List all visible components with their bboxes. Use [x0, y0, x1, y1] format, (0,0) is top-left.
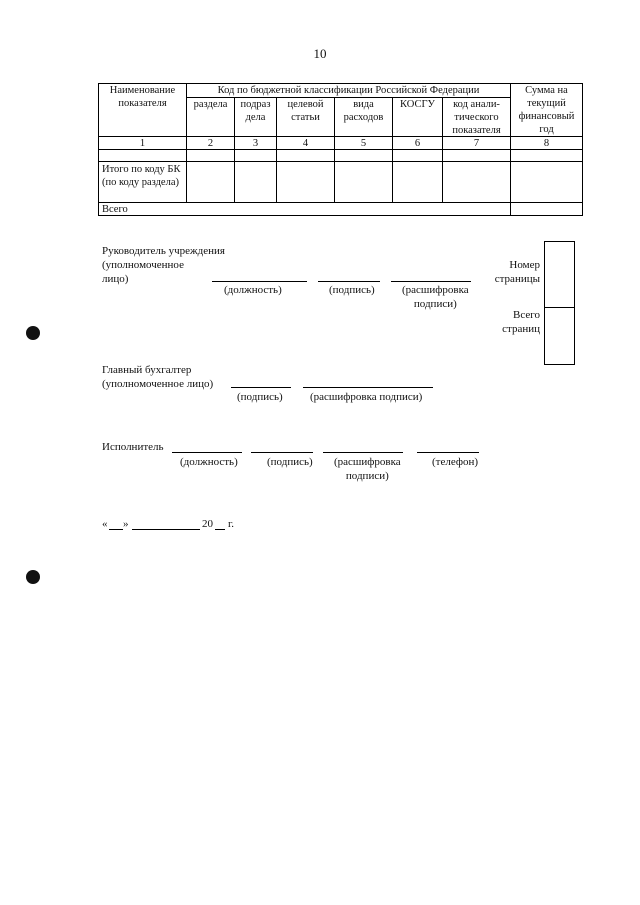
executor-title: Исполнитель — [102, 441, 164, 453]
column-number: 7 — [473, 138, 480, 149]
head-title-line: Руководитель учреждения — [102, 245, 225, 257]
page-number: 10 — [313, 46, 327, 61]
total-pages-label-line: страниц — [502, 323, 540, 335]
column-number: 8 — [543, 138, 550, 149]
accountant-signature-line — [231, 387, 291, 388]
executor-signature-caption: (подпись) — [267, 456, 313, 468]
header-indicator-name: Наименование показателя — [109, 85, 176, 109]
accountant-signature-caption: (подпись) — [237, 391, 283, 403]
header-celevoy-stati: целевой статьи — [287, 99, 324, 123]
head-decode-caption-line: подписи) — [413, 298, 457, 310]
executor-decode-line — [323, 452, 403, 453]
table-col-divider — [392, 97, 393, 203]
row-itogo-label: Итого по коду БК (по коду раздела) — [102, 164, 181, 188]
head-signature-line — [318, 281, 380, 282]
date-year-line — [215, 529, 225, 530]
head-decode-caption — [402, 283, 469, 311]
head-decode-caption-line: (расшифровка — [402, 284, 469, 296]
accountant-title-line: (уполномоченное лицо) — [102, 378, 214, 390]
executor-decode-caption-line: подписи) — [345, 470, 389, 482]
column-number: 3 — [252, 138, 259, 149]
head-title — [102, 244, 225, 286]
header-sum-current-year: Сумма на текущий финансовый год — [518, 85, 575, 135]
executor-phone-line — [417, 452, 479, 453]
executor-position-line — [172, 452, 242, 453]
page-number-label — [478, 258, 540, 286]
table-border-right — [582, 83, 583, 216]
header-budget-code-group: Код по бюджетной классификации Российской Федерации — [217, 85, 480, 96]
binding-hole-icon — [26, 570, 40, 584]
accountant-title-line: Главный бухгалтер — [102, 364, 192, 376]
date-year-prefix: 20 — [202, 518, 213, 530]
head-title-line: (уполномоченное — [102, 259, 184, 271]
header-podrazdela: подраз дела — [240, 99, 271, 123]
column-number: 4 — [302, 138, 309, 149]
header-analytic-code: код анали- тического показателя — [452, 99, 501, 136]
column-number: 2 — [207, 138, 214, 149]
accountant-decode-caption: (расшифровка подписи) — [310, 391, 423, 403]
row-vsego-label: Всего — [102, 204, 128, 215]
executor-decode-caption-line: (расшифровка — [334, 456, 401, 468]
executor-signature-line — [251, 452, 313, 453]
column-number: 1 — [139, 138, 146, 149]
head-title-line: лицо) — [102, 273, 129, 285]
date-day-line — [109, 529, 123, 530]
date-close-quote: » — [123, 518, 129, 530]
column-number: 6 — [414, 138, 421, 149]
executor-decode-caption — [334, 455, 401, 483]
head-position-caption: (должность) — [224, 284, 282, 296]
page-count-box — [544, 241, 575, 365]
header-razdela: раздела — [193, 99, 228, 110]
date-month-line — [132, 529, 200, 530]
head-decode-line — [391, 281, 471, 282]
accountant-title — [102, 363, 213, 391]
total-pages-label-line: Всего — [513, 309, 540, 321]
header-kosgu: КОСГУ — [400, 99, 435, 110]
date-open-quote: « — [102, 518, 108, 530]
head-position-line — [212, 281, 307, 282]
accountant-decode-line — [303, 387, 433, 388]
header-vida-rashodov: вида расходов — [343, 99, 384, 123]
column-number: 5 — [360, 138, 367, 149]
total-pages-label — [478, 308, 540, 336]
executor-position-caption: (должность) — [180, 456, 238, 468]
head-signature-caption: (подпись) — [329, 284, 375, 296]
page-count-box-divider — [545, 307, 574, 308]
page-number-label-line: Номер — [509, 259, 540, 271]
date-year-suffix: г. — [228, 518, 235, 530]
binding-hole-icon — [26, 326, 40, 340]
budget-table — [98, 83, 583, 216]
page-number-label-line: страницы — [494, 273, 540, 285]
executor-phone-caption: (телефон) — [432, 456, 479, 468]
